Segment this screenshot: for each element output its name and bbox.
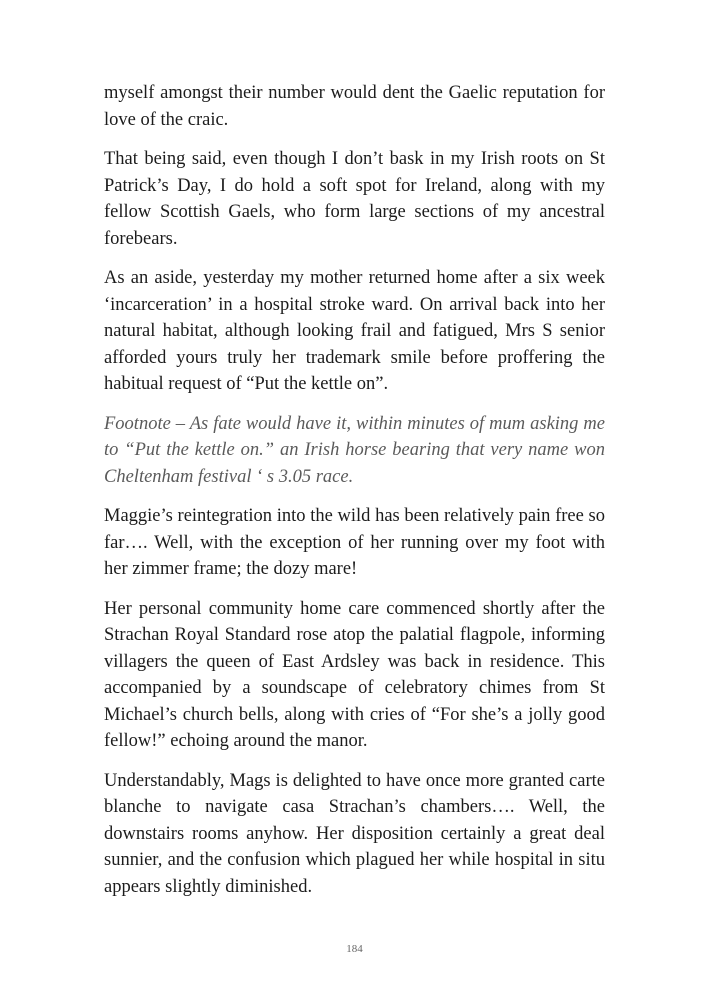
footnote-paragraph: Footnote – As fate would have it, within minutes of mum asking me to “Put the kettle on.” an Irish horse bearing that very name won Cheltenham festival ‘ s 3.05 race. [104, 413, 605, 487]
paragraph-2: That being said, even though I don’t bask in my Irish roots on St Patrick’s Day, I do hold a soft spot for Ireland, along with my fellow Scottish Gaels, who form large sections of my ancestral forebears. [104, 149, 605, 249]
paragraph-3: As an aside, yesterday my mother returned home after a six week ‘incarceration’ in a hospital stroke ward. On arrival back into her natural habitat, although looking frail and fatigued, Mrs S senior afforded yours truly her trademark smile before proffering the habitual request of “Put the kettle on”. [104, 268, 605, 394]
paragraph-1: myself amongst their number would dent the Gaelic reputation for love of the craic. [104, 83, 605, 130]
paragraph-6: Her personal community home care commenced shortly after the Strachan Royal Standard rose atop the palatial flagpole, informing villagers the queen of East Ardsley was back in residence. This accompanied by a soundscape of celebratory chimes from St Michael’s church bells, along with cries of “For she’s a jolly good fellow!” echoing around the manor. [104, 598, 605, 751]
page-number: 184 [346, 943, 363, 955]
paragraph-5: Maggie’s reintegration into the wild has been relatively pain free so far…. Well, with the exception of her running over my foot with her zimmer frame; the dozy mare! [104, 506, 605, 579]
page-body [104, 80, 605, 913]
paragraph-7: Understandably, Mags is delighted to have once more granted carte blanche to navigate casa Strachan’s chambers…. Well, the downstairs rooms anyhow. Her disposition certainly a great deal sunnier, and the confusion which plagued her while hospital in situ appears slightly diminished. [104, 770, 605, 897]
